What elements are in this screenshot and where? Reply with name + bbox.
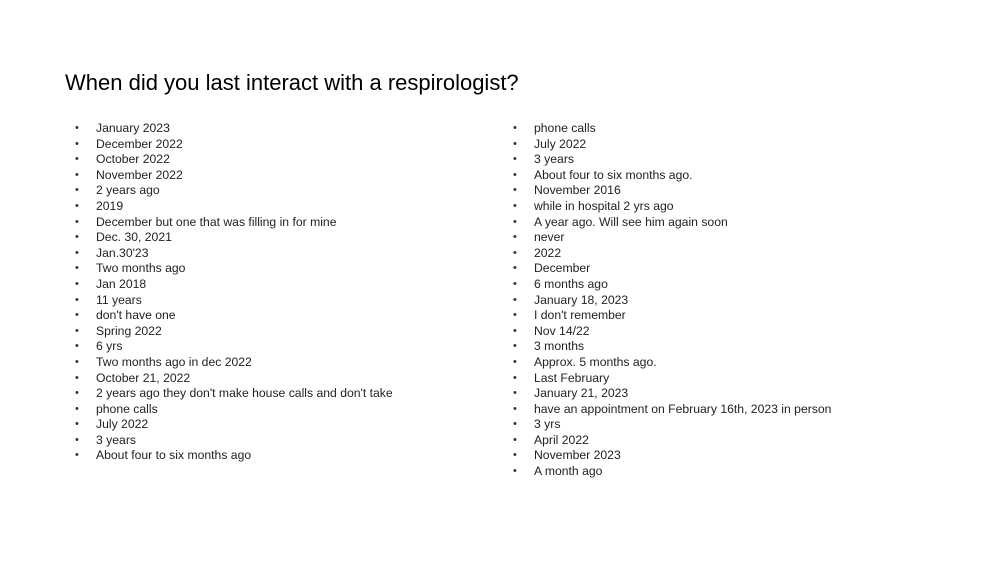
list-item: • 3 months bbox=[513, 339, 953, 355]
list-item: • I don't remember bbox=[513, 308, 953, 324]
list-item: • A month ago bbox=[513, 464, 953, 480]
list-item: • December bbox=[513, 261, 953, 277]
list-item: • phone calls bbox=[513, 121, 953, 137]
list-item: • January 2023 bbox=[75, 121, 495, 137]
list-item: • December 2022 bbox=[75, 137, 495, 153]
list-item: • July 2022 bbox=[513, 137, 953, 153]
list-item: • Two months ago bbox=[75, 261, 495, 277]
list-item: • phone calls bbox=[75, 402, 495, 418]
slide-title: When did you last interact with a respirologist? bbox=[65, 70, 519, 95]
list-item: • Two months ago in dec 2022 bbox=[75, 355, 495, 371]
list-item: • About four to six months ago. bbox=[513, 168, 953, 184]
list-item: • Jan 2018 bbox=[75, 277, 495, 293]
list-item: • January 21, 2023 bbox=[513, 386, 953, 402]
list-item: • January 18, 2023 bbox=[513, 293, 953, 309]
list-item: • don't have one bbox=[75, 308, 495, 324]
list-item: • 11 years bbox=[75, 293, 495, 309]
list-item: • 3 years bbox=[513, 152, 953, 168]
list-item: • October 21, 2022 bbox=[75, 371, 495, 387]
list-item: • Approx. 5 months ago. bbox=[513, 355, 953, 371]
list-item: • 3 years bbox=[75, 433, 495, 449]
list-item: • Nov 14/22 bbox=[513, 324, 953, 340]
list-item: • while in hospital 2 yrs ago bbox=[513, 199, 953, 215]
list-item: • 6 months ago bbox=[513, 277, 953, 293]
list-item: • 2 years ago they don't make house calls and don't take bbox=[75, 386, 495, 402]
list-item: • November 2023 bbox=[513, 448, 953, 464]
list-item: • A year ago. Will see him again soon bbox=[513, 215, 953, 231]
right-response-list bbox=[513, 121, 953, 480]
list-item: • Jan.30'23 bbox=[75, 246, 495, 262]
list-item: • 6 yrs bbox=[75, 339, 495, 355]
list-item: • October 2022 bbox=[75, 152, 495, 168]
list-item: • Last February bbox=[513, 371, 953, 387]
list-item: • November 2016 bbox=[513, 183, 953, 199]
list-item: • 2 years ago bbox=[75, 183, 495, 199]
list-item: • December but one that was filling in for mine bbox=[75, 215, 495, 231]
list-item: • 2022 bbox=[513, 246, 953, 262]
list-item: • November 2022 bbox=[75, 168, 495, 184]
left-response-list bbox=[75, 121, 495, 464]
list-item: • 2019 bbox=[75, 199, 495, 215]
list-item: • have an appointment on February 16th, 2023 in person bbox=[513, 402, 953, 418]
list-item: • April 2022 bbox=[513, 433, 953, 449]
list-item: • July 2022 bbox=[75, 417, 495, 433]
list-item: • Spring 2022 bbox=[75, 324, 495, 340]
list-item: • About four to six months ago bbox=[75, 448, 495, 464]
list-item: • 3 yrs bbox=[513, 417, 953, 433]
list-item: • Dec. 30, 2021 bbox=[75, 230, 495, 246]
list-item: • never bbox=[513, 230, 953, 246]
